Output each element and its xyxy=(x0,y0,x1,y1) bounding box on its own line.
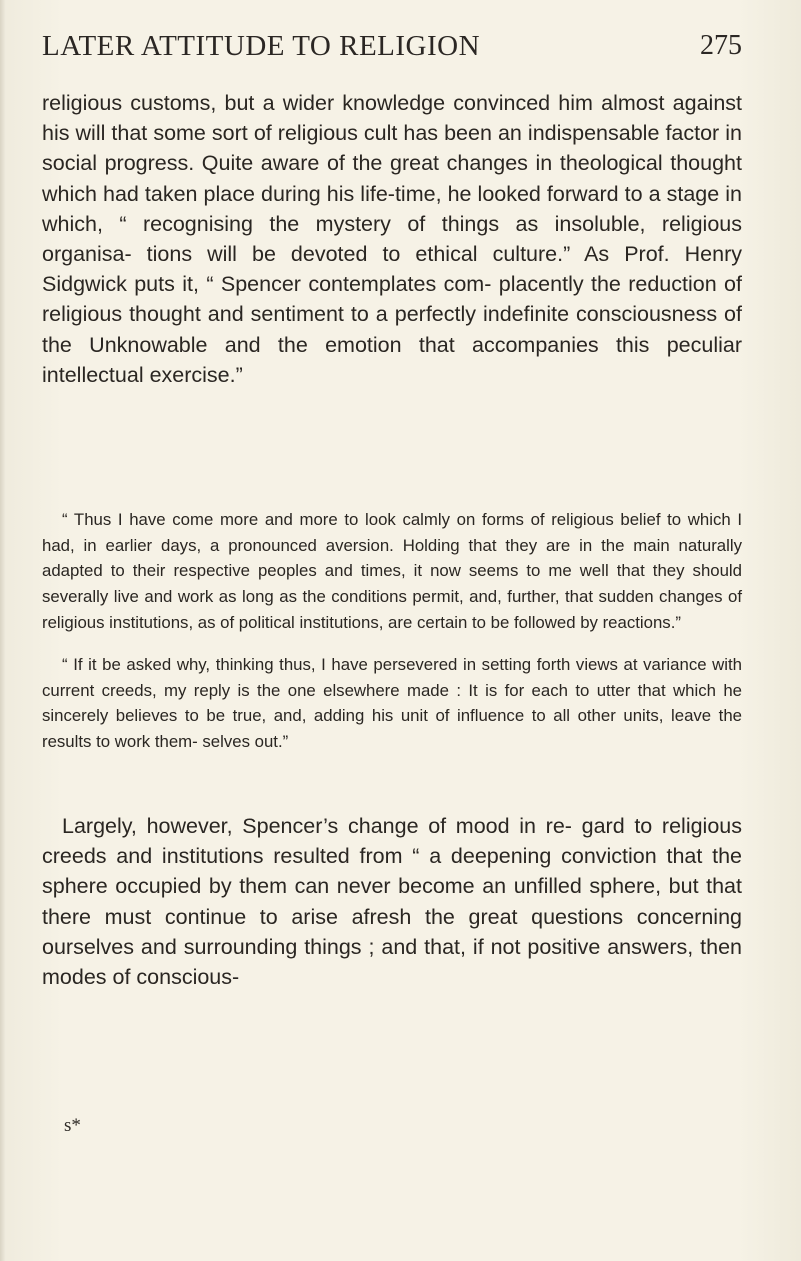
page-binding-edge xyxy=(0,0,6,1261)
paragraph-1-text: religious customs, but a wider knowledge convinced him almost against his will that some sort of religious cult has been an indispensable factor in social progress. Quite aware of the great changes in theological thought which had taken place during his life-time, he looked forward to a stage in which, “ recognising the mystery of things as insoluble, religious organisa- tions will be devoted to ethical culture.” As Prof. Henry Sidgwick puts it, “ Spencer contemplates com- placently the reduction of religious thought and sentiment to a perfectly indefinite consciousness of the Unknowable and the emotion that accompanies this peculiar intellectual exercise.” xyxy=(42,91,742,387)
running-header xyxy=(42,30,742,70)
signature-mark: s* xyxy=(64,1115,81,1136)
running-title: LATER ATTITUDE TO RELIGION xyxy=(42,30,481,62)
block-quote-2 xyxy=(42,652,742,755)
paragraph-1 xyxy=(42,88,742,390)
paragraph-2 xyxy=(42,811,742,992)
page-number: 275 xyxy=(700,30,742,61)
block-quote-1-text: “ Thus I have come more and more to look calmly on forms of religious belief to which I had, in earlier days, a pronounced aversion. Holding that they are in the main naturally adapted to their respective peoples and times, it now seems to me well that they should severally live and work as long as the conditions permit, and, further, that sudden changes of religious institutions, as of political institutions, are certain to be followed by reactions.” xyxy=(42,510,742,632)
block-quote-2-text: “ If it be asked why, thinking thus, I have persevered in setting forth views at variance with current creeds, my reply is the one elsewhere made : It is for each to utter that which he sincerely believes to be true, and, adding his unit of influence to all other units, leave the results to work them- selves out.” xyxy=(42,655,742,752)
block-quote-1 xyxy=(42,507,742,636)
paragraph-2-text: Largely, however, Spencer’s change of mood in re- gard to religious creeds and institutions resulted from “ a deepening conviction that the sphere occupied by them can never become an unfilled sphere, but that there must continue to arise afresh the great questions concerning ourselves and surrounding things ; and that, if not positive answers, then modes of conscious- xyxy=(42,814,742,990)
